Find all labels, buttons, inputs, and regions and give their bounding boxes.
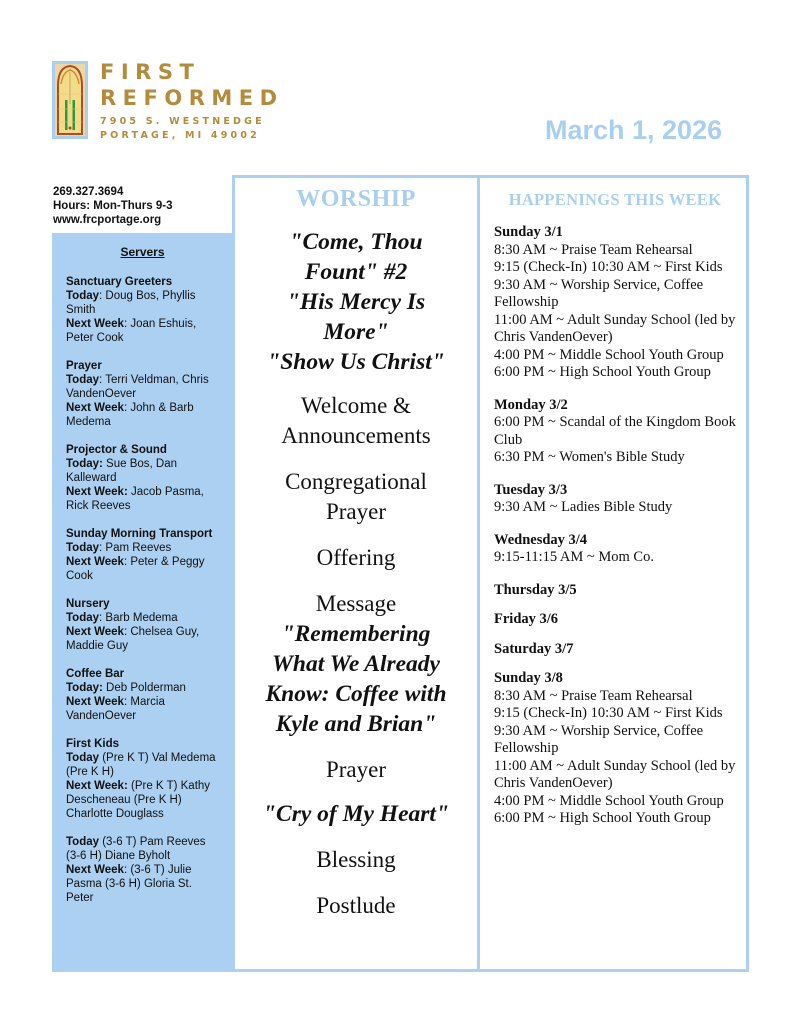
assignment-label: Next Week	[66, 318, 124, 330]
happenings-title: HAPPENINGS THIS WEEK	[508, 190, 722, 209]
day-block	[494, 582, 736, 600]
assignment-separator: :	[99, 612, 106, 624]
message-title-line: What We Already	[272, 651, 440, 677]
welcome-announcements	[235, 391, 477, 451]
worship-panel	[232, 175, 479, 972]
server-group-name: Coffee Bar	[66, 668, 125, 680]
server-assignment	[66, 611, 221, 625]
assignment-separator: :	[123, 556, 131, 568]
server-assignment	[66, 289, 221, 317]
assignment-label: Today	[66, 542, 100, 554]
event-item: 6:00 PM ~ Scandal of the Kingdom Book Club	[494, 414, 736, 448]
offering: Offering	[316, 545, 396, 570]
server-group	[66, 835, 233, 905]
server-group-name: Sanctuary Greeters	[66, 276, 173, 288]
server-assignment	[66, 625, 221, 653]
closing-song: "Cry of My Heart"	[262, 801, 449, 827]
happenings-panel	[478, 175, 749, 972]
assignment-names: Sue Bos, Dan Kalleward	[66, 458, 178, 484]
server-assignment	[66, 457, 221, 485]
server-assignment	[66, 751, 221, 779]
server-assignment	[66, 835, 221, 863]
server-assignment	[66, 401, 221, 429]
assignment-label: Next Week	[66, 626, 124, 638]
assignment-label: Today:	[66, 682, 103, 694]
song-line: "Come, Thou	[289, 229, 423, 255]
assignment-separator: :	[99, 290, 106, 302]
event-item: 9:15 (Check-In) 10:30 AM ~ First Kids	[494, 705, 723, 721]
event-item: 11:00 AM ~ Adult Sunday School (led by Chris VandenOever)	[494, 757, 736, 791]
server-group	[66, 737, 233, 821]
message-title	[235, 619, 477, 739]
assignment-label: Next Week:	[66, 780, 128, 792]
server-assignment	[66, 541, 221, 555]
song-line: Fount" #2	[304, 259, 408, 285]
servers-title: Servers	[120, 245, 165, 259]
assignment-names: Deb Polderman	[106, 682, 186, 694]
server-group	[66, 527, 233, 583]
day-heading: Monday 3/2	[494, 396, 568, 413]
church-name-line1: FIRST	[100, 60, 201, 84]
contact-info	[53, 185, 172, 227]
assignment-names: Chelsea Guy, Maddie Guy	[66, 626, 200, 652]
day-block	[494, 397, 736, 467]
event-item: 6:00 PM ~ High School Youth Group	[494, 364, 711, 380]
item-line: Welcome &	[301, 393, 411, 418]
event-item: 8:30 AM ~ Praise Team Rehearsal	[494, 241, 693, 258]
bulletin-date: March 1, 2026	[545, 115, 723, 145]
assignment-separator: :	[123, 696, 131, 708]
day-block	[494, 611, 736, 629]
event-item: 9:30 AM ~ Ladies Bible Study	[494, 499, 673, 515]
server-assignment	[66, 779, 221, 821]
message-label: Message	[315, 591, 397, 616]
worship-title: WORSHIP	[296, 186, 416, 212]
assignment-names: Peter & Peggy Cook	[66, 556, 205, 582]
assignment-label: Next Week	[66, 864, 124, 876]
prayer: Prayer	[325, 757, 387, 782]
assignment-names: Jacob Pasma, Rick Reeves	[66, 486, 204, 512]
server-group-name: Sunday Morning Transport	[66, 528, 213, 540]
event-item: 11:00 AM ~ Adult Sunday School (led by Chris VandenOever)	[494, 311, 736, 345]
church-logo	[52, 61, 284, 143]
assignment-names: John & Barb Medema	[66, 402, 194, 428]
event-item: 9:15-11:15 AM ~ Mom Co.	[494, 549, 654, 565]
assignment-names: (Pre K T) Kathy Descheneau (Pre K H) Charlotte Douglass	[66, 780, 211, 820]
server-group-name: Nursery	[66, 598, 110, 610]
assignment-label: Today	[66, 374, 100, 386]
server-group	[66, 359, 233, 429]
assignment-label: Today	[66, 752, 100, 764]
server-group-name: Projector & Sound	[66, 444, 167, 456]
server-group	[66, 597, 233, 653]
song-line: More"	[323, 319, 389, 345]
event-item: 4:00 PM ~ Middle School Youth Group	[494, 792, 724, 809]
opening-songs	[235, 227, 477, 377]
server-assignment	[66, 555, 221, 583]
office-hours: Hours: Mon-Thurs 9-3	[53, 200, 173, 212]
event-item: 6:30 PM ~ Women's Bible Study	[494, 449, 685, 465]
server-assignment	[66, 485, 221, 513]
postlude: Postlude	[316, 893, 396, 918]
assignment-separator: :	[99, 542, 106, 554]
message-section	[235, 589, 477, 739]
assignment-label: Today	[66, 612, 100, 624]
blessing: Blessing	[316, 847, 396, 872]
event-item: 9:30 AM ~ Worship Service, Coffee Fellowship	[494, 276, 704, 310]
server-assignment	[66, 373, 221, 401]
server-group	[66, 667, 233, 723]
happenings-days	[494, 224, 736, 828]
church-address-line1: 7905 S. WESTNEDGE	[100, 116, 265, 127]
day-heading: Thursday 3/5	[494, 581, 577, 598]
server-group-name: Prayer	[66, 360, 102, 372]
assignment-label: Today	[66, 836, 100, 848]
website-link[interactable]: www.frcportage.org	[53, 214, 162, 226]
phone-number: 269.327.3694	[53, 186, 124, 198]
event-item: 9:15 (Check-In) 10:30 AM ~ First Kids	[494, 259, 723, 275]
day-block	[494, 224, 736, 382]
day-block	[494, 670, 736, 828]
assignment-label: Next Week	[66, 402, 124, 414]
day-heading: Wednesday 3/4	[494, 531, 588, 548]
assignment-label: Today:	[66, 458, 103, 470]
assignment-separator: :	[123, 318, 131, 330]
server-assignment	[66, 863, 221, 905]
server-assignment	[66, 681, 221, 695]
day-heading: Sunday 3/1	[494, 224, 563, 240]
message-title-line: Kyle and Brian"	[275, 711, 437, 737]
servers-sidebar	[52, 233, 233, 972]
song-line: "His Mercy Is	[286, 289, 426, 315]
assignment-separator: :	[123, 864, 131, 876]
assignment-label: Today	[66, 290, 100, 302]
day-heading: Sunday 3/8	[494, 670, 563, 686]
server-group	[66, 275, 233, 345]
assignment-separator: :	[123, 402, 131, 414]
song-line: "Show Us Christ"	[267, 349, 445, 375]
assignment-label: Next Week:	[66, 486, 128, 498]
assignment-names: Joan Eshuis, Peter Cook	[66, 318, 197, 344]
day-heading: Tuesday 3/3	[494, 481, 568, 498]
message-title-line: Know: Coffee with	[265, 681, 447, 707]
assignment-label: Next Week	[66, 556, 124, 568]
assignment-names: Doug Bos, Phyllis Smith	[66, 290, 196, 316]
item-line: Congregational	[285, 469, 427, 494]
assignment-names: (Pre K T) Val Medema (Pre K H)	[66, 752, 216, 778]
assignment-separator: :	[99, 374, 106, 386]
church-address-line2: PORTAGE, MI 49002	[100, 130, 260, 141]
server-groups	[66, 275, 233, 905]
server-group	[66, 443, 233, 513]
church-name-line2: REFORMED	[100, 86, 284, 110]
message-title-line: "Remembering	[281, 621, 431, 647]
day-block	[494, 641, 736, 659]
day-heading: Friday 3/6	[494, 611, 559, 627]
item-line: Announcements	[281, 423, 431, 448]
server-assignment	[66, 695, 221, 723]
event-item: 9:30 AM ~ Worship Service, Coffee Fellowship	[494, 722, 704, 756]
event-item: 4:00 PM ~ Middle School Youth Group	[494, 346, 724, 363]
day-heading: Saturday 3/7	[494, 640, 574, 657]
assignment-names: Marcia VandenOever	[66, 696, 165, 722]
congregational-prayer	[235, 467, 477, 527]
assignment-label: Next Week	[66, 696, 124, 708]
server-assignment	[66, 317, 221, 345]
server-group-name: First Kids	[66, 738, 120, 750]
event-item: 6:00 PM ~ High School Youth Group	[494, 810, 711, 826]
day-block	[494, 482, 736, 517]
event-item: 8:30 AM ~ Praise Team Rehearsal	[494, 687, 693, 704]
day-block	[494, 532, 736, 567]
assignment-names: Terri Veldman, Chris VandenOever	[66, 374, 209, 400]
assignment-names: (3-6 T) Julie Pasma (3-6 H) Gloria St. Peter	[66, 864, 192, 904]
stained-glass-window-icon	[52, 61, 88, 139]
assignment-separator: :	[123, 626, 131, 638]
assignment-names: Barb Medema	[105, 612, 178, 624]
assignment-names: (3-6 T) Pam Reeves (3-6 H) Diane Byholt	[66, 836, 206, 862]
item-line: Prayer	[325, 499, 387, 524]
assignment-names: Pam Reeves	[105, 542, 172, 554]
